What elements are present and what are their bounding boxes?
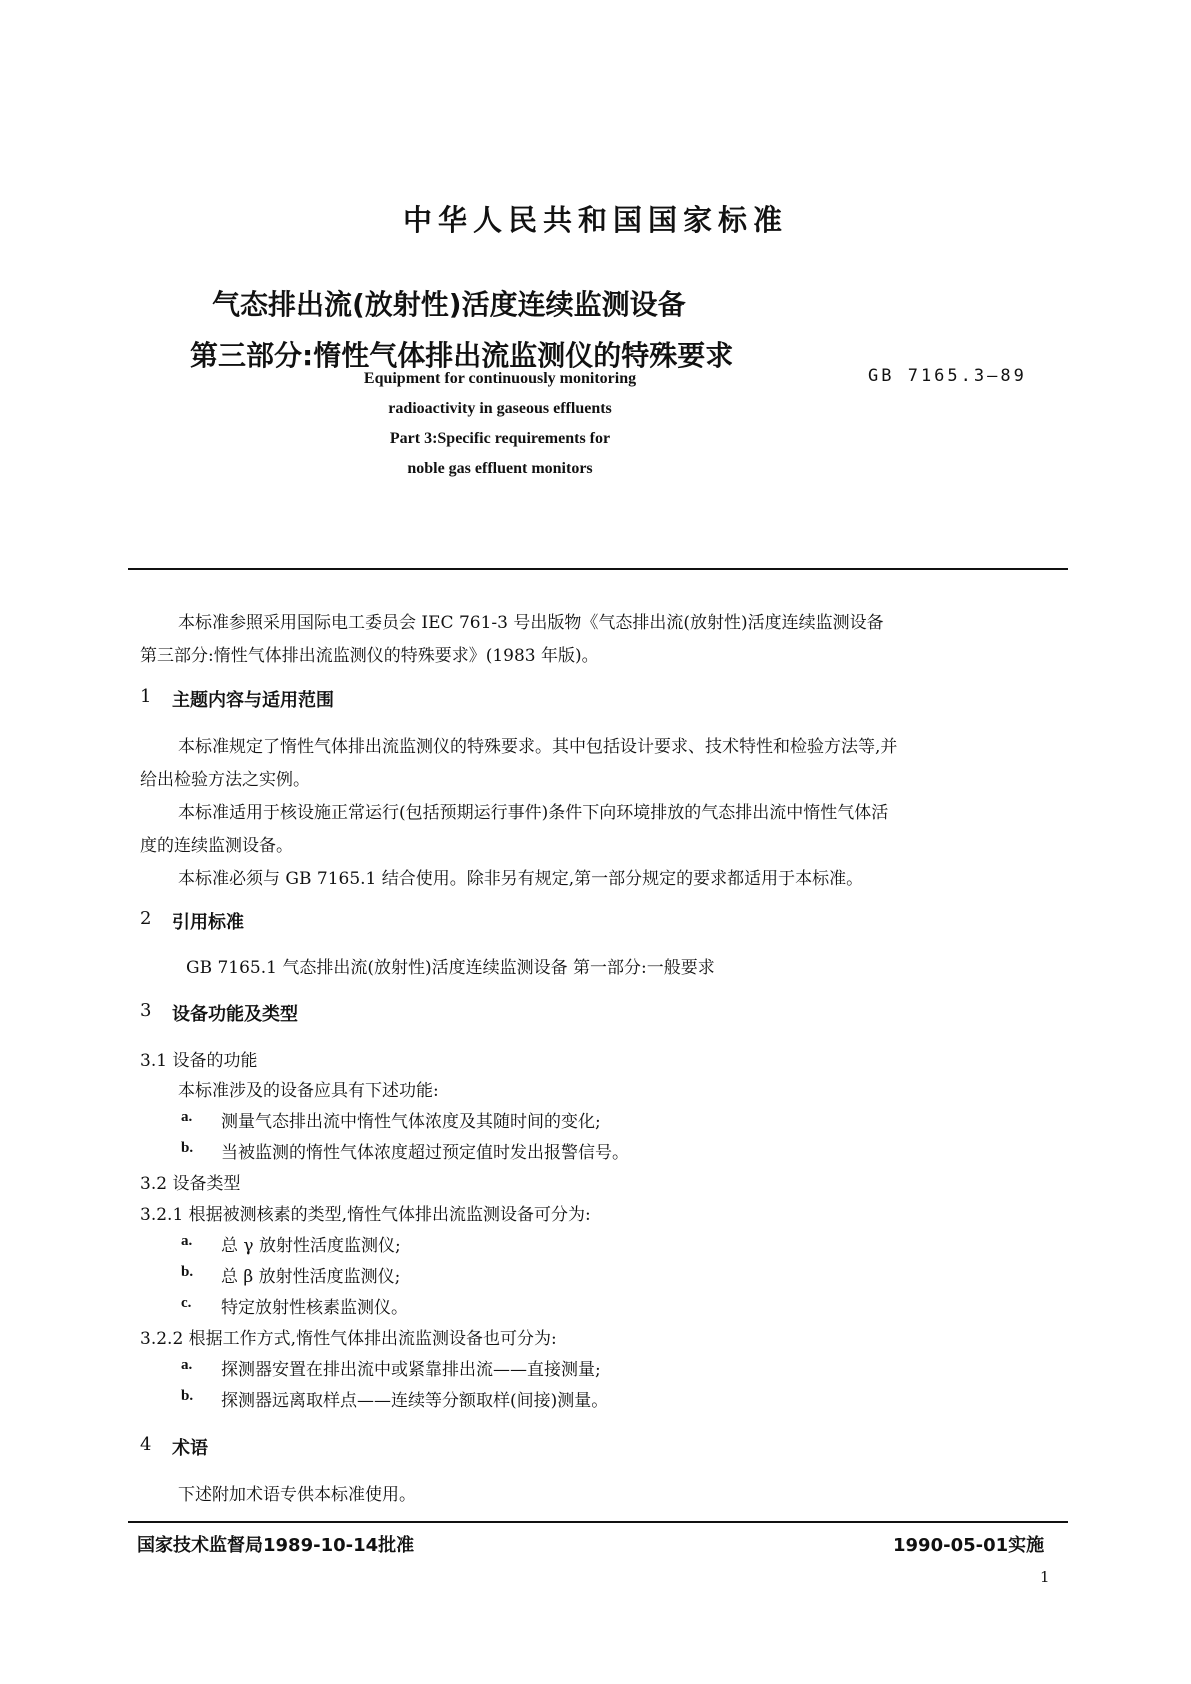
section-4-number: 4 <box>140 1434 152 1455</box>
header-divider <box>128 568 1068 570</box>
intro-line-1: 本标准参照采用国际电工委员会 IEC 761-3 号出版物《气态排出流(放射性)活度连续监测设备 <box>178 613 884 633</box>
clause-3-2-1-item-c: 特定放射性核素监测仪。 <box>221 1298 408 1318</box>
clause-3-2-1-item-a: 总 γ 放射性活度监测仪; <box>221 1236 401 1256</box>
clause-3-1-item-a: 测量气态排出流中惰性气体浓度及其随时间的变化; <box>221 1112 601 1132</box>
section-4-para: 下述附加术语专供本标准使用。 <box>178 1485 416 1505</box>
section-1-para-1-line-2: 给出检验方法之实例。 <box>140 770 310 790</box>
section-2-title: 引用标准 <box>172 912 244 933</box>
section-1-para-2-line-1: 本标准适用于核设施正常运行(包括预期运行事件)条件下向环境排放的气态排出流中惰性气体活 <box>178 803 889 823</box>
section-2-reference: GB 7165.1 气态排出流(放射性)活度连续监测设备 第一部分:一般要求 <box>186 958 715 978</box>
national-standard-heading: 中华人民共和国国家标准 <box>402 203 788 237</box>
section-2-number: 2 <box>140 908 152 929</box>
title-line-1: 气态排出流(放射性)活度连续监测设备 <box>212 288 686 321</box>
intro-line-2: 第三部分:惰性气体排出流监测仪的特殊要求》(1983 年版)。 <box>140 646 599 666</box>
section-1-number: 1 <box>140 686 152 707</box>
section-3-number: 3 <box>140 1000 152 1021</box>
section-1-para-2-line-2: 度的连续监测设备。 <box>140 836 293 856</box>
clause-3-2-1-item-b: 总 β 放射性活度监测仪; <box>221 1267 401 1287</box>
approval-line: 国家技术监督局1989-10-14批准 <box>137 1535 415 1556</box>
list-marker: b. <box>181 1140 194 1156</box>
clause-3-2-2-item-b: 探测器远离取样点——连续等分额取样(间接)测量。 <box>221 1391 609 1411</box>
list-marker: b. <box>181 1388 194 1404</box>
list-marker: c. <box>181 1295 192 1311</box>
implementation-date: 1990-05-01实施 <box>893 1535 1045 1556</box>
page-number: 1 <box>1040 1568 1050 1586</box>
clause-3-2-2-item-a: 探测器安置在排出流中或紧靠排出流——直接测量; <box>221 1360 601 1380</box>
list-marker: b. <box>181 1264 194 1280</box>
list-marker: a. <box>181 1233 193 1249</box>
footer-divider <box>128 1521 1068 1523</box>
clause-3-1-intro: 本标准涉及的设备应具有下述功能: <box>178 1081 439 1101</box>
standard-number: GB 7165.3—89 <box>868 366 1027 386</box>
list-marker: a. <box>181 1109 193 1125</box>
section-4-title: 术语 <box>172 1438 208 1459</box>
clause-3-1-item-b: 当被监测的惰性气体浓度超过预定值时发出报警信号。 <box>221 1143 629 1163</box>
list-marker: a. <box>181 1357 193 1373</box>
section-1-para-3: 本标准必须与 GB 7165.1 结合使用。除非另有规定,第一部分规定的要求都适用于本标准。 <box>178 869 864 889</box>
clause-3-2-1: 3.2.1 根据被测核素的类型,惰性气体排出流监测设备可分为: <box>140 1205 591 1225</box>
section-1-para-1-line-1: 本标准规定了惰性气体排出流监测仪的特殊要求。其中包括设计要求、技术特性和检验方法等,并 <box>178 737 898 757</box>
clause-3-2-2: 3.2.2 根据工作方式,惰性气体排出流监测设备也可分为: <box>140 1329 557 1349</box>
clause-3-1: 3.1 设备的功能 <box>140 1051 258 1071</box>
section-3-title: 设备功能及类型 <box>172 1004 298 1025</box>
english-title-line-1: Equipment for continuously monitoring <box>363 370 637 387</box>
section-1-title: 主题内容与适用范围 <box>172 690 334 711</box>
english-title-line-2: radioactivity in gaseous effluents <box>388 400 612 417</box>
english-title-line-3: Part 3:Specific requirements for <box>389 430 611 447</box>
english-title-line-4: noble gas effluent monitors <box>407 460 593 477</box>
clause-3-2: 3.2 设备类型 <box>140 1174 241 1194</box>
title-line-2: 第三部分:惰性气体排出流监测仪的特殊要求 <box>190 339 734 372</box>
